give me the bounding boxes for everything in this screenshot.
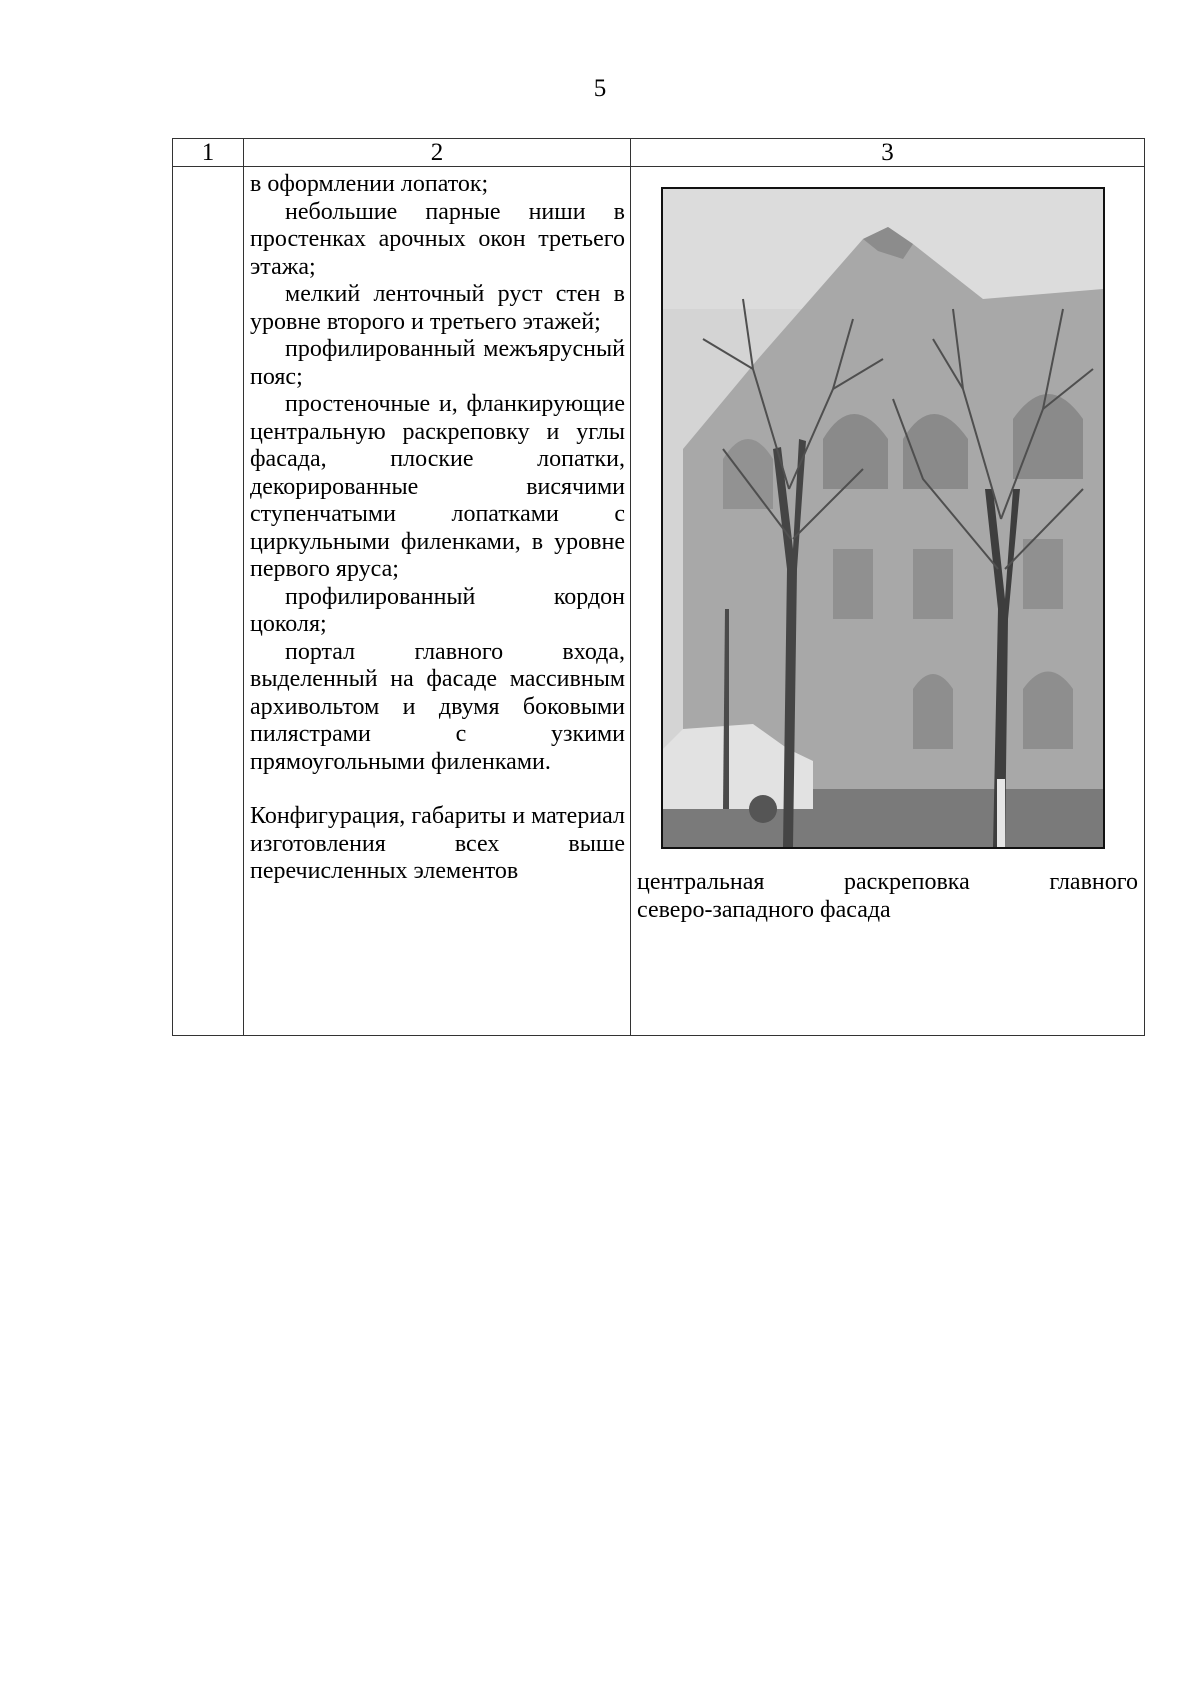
header-col-3: 3	[631, 139, 1145, 167]
header-col-2: 2	[244, 139, 631, 167]
photo-caption-line: северо-западного фасада	[637, 896, 891, 923]
description-paragraph: мелкий ленточный руст стен в уровне второго и третьего этажей;	[250, 281, 625, 335]
cell-col-1	[173, 167, 244, 1036]
description-paragraph: профилированный кордон цоколя;	[250, 583, 625, 637]
header-col-1: 1	[173, 139, 244, 167]
page-number: 5	[593, 75, 607, 102]
photo-caption-line: центральная раскреповка главного	[637, 869, 1138, 895]
description-paragraph: Конфигурация, габариты и материал изготовления всех выше перечисленных элементов	[250, 803, 625, 884]
monument-elements-table	[172, 138, 1145, 1036]
table-header-row	[173, 139, 1145, 167]
description-paragraph: портал главного входа, выделенный на фасаде массивным архивольтом и двумя боковыми пилястрами с узкими прямоугольными филенками.	[250, 638, 625, 775]
description-paragraph: простеночные и, фланкирующие центральную раскреповку и углы фасада, плоские лопатки, декорированные висячими ступенчатыми лопатками с циркульными филенками, в уровне первого яруса;	[250, 391, 625, 582]
cell-description	[244, 167, 631, 1036]
description-paragraph: в оформлении лопаток;	[250, 171, 489, 197]
photo-caption	[637, 869, 1138, 924]
cell-photo	[631, 167, 1145, 1036]
description-paragraph: небольшие парные ниши в простенках арочных окон третьего этажа;	[250, 198, 625, 280]
description-paragraph: профилированный межъярусный пояс;	[250, 336, 625, 390]
table-row	[173, 167, 1145, 1036]
building-facade-photo	[661, 187, 1105, 849]
